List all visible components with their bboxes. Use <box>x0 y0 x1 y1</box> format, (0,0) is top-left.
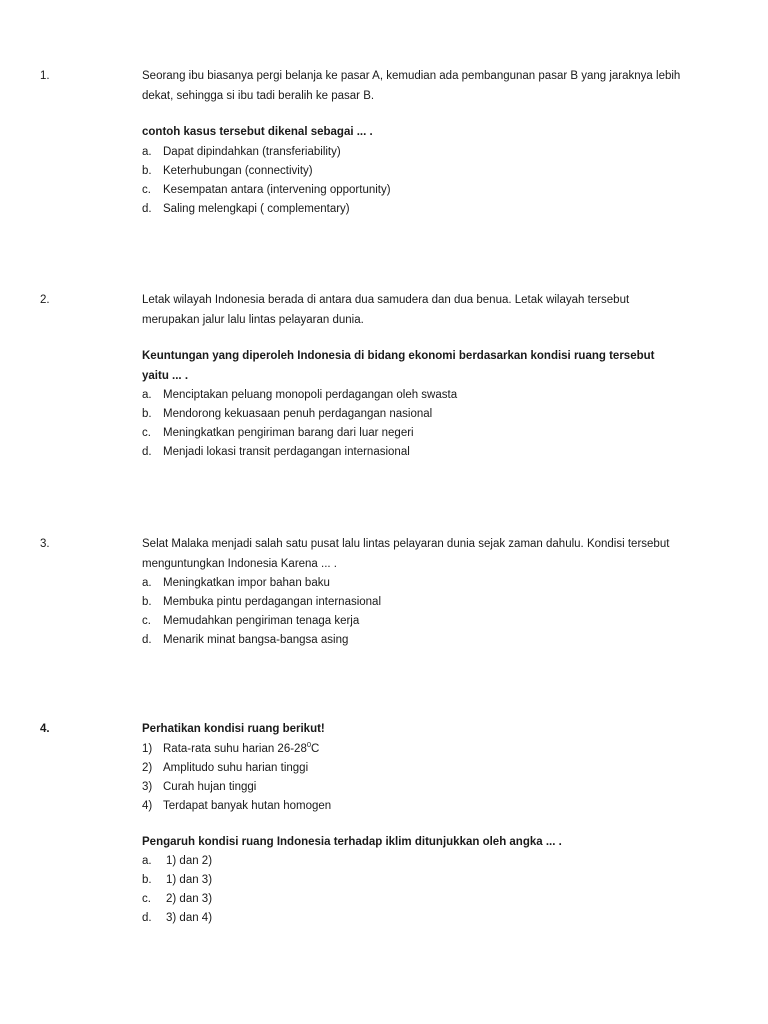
condition-label: 3) <box>142 780 153 793</box>
condition-3 <box>142 778 682 797</box>
question-stem: Letak wilayah Indonesia berada di antara dua samudera dan dua benua. Letak wilayah tersebut merupakan jalur lalu lintas pelayaran dunia. <box>142 294 630 326</box>
option-text: Menjadi lokasi transit perdagangan internasional <box>163 446 410 458</box>
option-c[interactable] <box>142 890 682 909</box>
question-body <box>142 291 682 462</box>
option-text: 2) dan 3) <box>166 893 213 905</box>
option-label: a. <box>142 855 152 867</box>
question-prompt: Pengaruh kondisi ruang Indonesia terhadap iklim ditunjukkan oleh angka ... . <box>142 835 562 848</box>
option-label: b. <box>142 408 152 420</box>
condition-text: Curah hujan tinggi <box>163 780 257 793</box>
question-prompt: contoh kasus tersebut dikenal sebagai ... . <box>142 126 373 138</box>
condition-list <box>142 740 682 816</box>
question-stem: Selat Malaka menjadi salah satu pusat lalu lintas pelayaran dunia sejak zaman dahulu. Kondisi tersebut menguntungkan Indonesia Karena ... . <box>142 538 670 570</box>
degree-superscript: 0 <box>306 739 312 749</box>
option-text: Mendorong kekuasaan penuh perdagangan nasional <box>163 408 433 420</box>
option-label: b. <box>142 874 152 886</box>
condition-unit: C <box>311 742 320 755</box>
option-text: Dapat dipindahkan (transferiability) <box>163 145 341 158</box>
condition-text: Amplitudo suhu harian tinggi <box>163 761 309 774</box>
question-body <box>142 535 682 650</box>
option-d[interactable] <box>142 200 682 219</box>
option-label: c. <box>142 183 151 196</box>
option-text: Membuka pintu perdagangan internasional <box>163 596 382 608</box>
option-label: d. <box>142 446 152 458</box>
option-b[interactable] <box>142 405 682 424</box>
option-d[interactable] <box>142 909 682 928</box>
question-number: 3. <box>40 538 50 550</box>
option-label: b. <box>142 596 152 608</box>
option-text: Saling melengkapi ( complementary) <box>163 202 350 215</box>
option-label: b. <box>142 164 152 177</box>
option-label: a. <box>142 145 152 158</box>
option-label: c. <box>142 427 151 439</box>
option-label: d. <box>142 634 152 646</box>
option-label: d. <box>142 202 152 215</box>
option-text: 1) dan 2) <box>166 855 213 867</box>
option-label: a. <box>142 577 152 589</box>
option-c[interactable] <box>142 612 682 631</box>
option-list <box>142 852 682 928</box>
option-list <box>142 143 682 219</box>
option-label: a. <box>142 389 152 401</box>
condition-text-main: Rata-rata suhu harian 26-28 <box>163 742 307 755</box>
option-text: Memudahkan pengiriman tenaga kerja <box>163 615 360 627</box>
question-number: 2. <box>40 294 50 306</box>
condition-4 <box>142 797 682 816</box>
option-label: c. <box>142 615 151 627</box>
option-a[interactable] <box>142 852 682 871</box>
option-b[interactable] <box>142 871 682 890</box>
question-number: 4. <box>40 723 50 735</box>
condition-label: 2) <box>142 761 153 774</box>
option-a[interactable] <box>142 143 682 162</box>
option-text: Menarik minat bangsa-bangsa asing <box>163 634 349 646</box>
option-text: Meningkatkan impor bahan baku <box>163 577 330 589</box>
option-a[interactable] <box>142 574 682 593</box>
condition-text <box>163 740 319 759</box>
question-body <box>142 720 682 928</box>
option-text: Keterhubungan (connectivity) <box>163 164 313 177</box>
option-b[interactable] <box>142 162 682 181</box>
option-d[interactable] <box>142 631 682 650</box>
option-list <box>142 574 682 650</box>
question-stem: Seorang ibu biasanya pergi belanja ke pasar A, kemudian ada pembangunan pasar B yang jaraknya lebih dekat, sehingga si ibu tadi beralih ke pasar B. <box>142 70 681 102</box>
option-c[interactable] <box>142 424 682 443</box>
question-body <box>142 67 682 219</box>
question-prompt: Keuntungan yang diperoleh Indonesia di bidang ekonomi berdasarkan kondisi ruang tersebut yaitu ... . <box>142 350 655 382</box>
option-b[interactable] <box>142 593 682 612</box>
condition-label: 4) <box>142 799 153 812</box>
question-number: 1. <box>40 70 50 82</box>
option-text: Kesempatan antara (intervening opportunity) <box>163 183 391 196</box>
option-d[interactable] <box>142 443 682 462</box>
condition-text: Terdapat banyak hutan homogen <box>163 799 332 812</box>
condition-label: 1) <box>142 742 153 755</box>
option-label: c. <box>142 893 151 905</box>
option-text: Meningkatkan pengiriman barang dari luar negeri <box>163 427 414 439</box>
question-heading: Perhatikan kondisi ruang berikut! <box>142 723 325 735</box>
condition-1 <box>142 740 682 759</box>
option-text: 1) dan 3) <box>166 874 213 886</box>
option-text: Menciptakan peluang monopoli perdagangan oleh swasta <box>163 389 458 401</box>
option-a[interactable] <box>142 386 682 405</box>
option-text: 3) dan 4) <box>166 912 213 924</box>
option-list <box>142 386 682 462</box>
option-label: d. <box>142 912 152 924</box>
option-c[interactable] <box>142 181 682 200</box>
condition-2 <box>142 759 682 778</box>
